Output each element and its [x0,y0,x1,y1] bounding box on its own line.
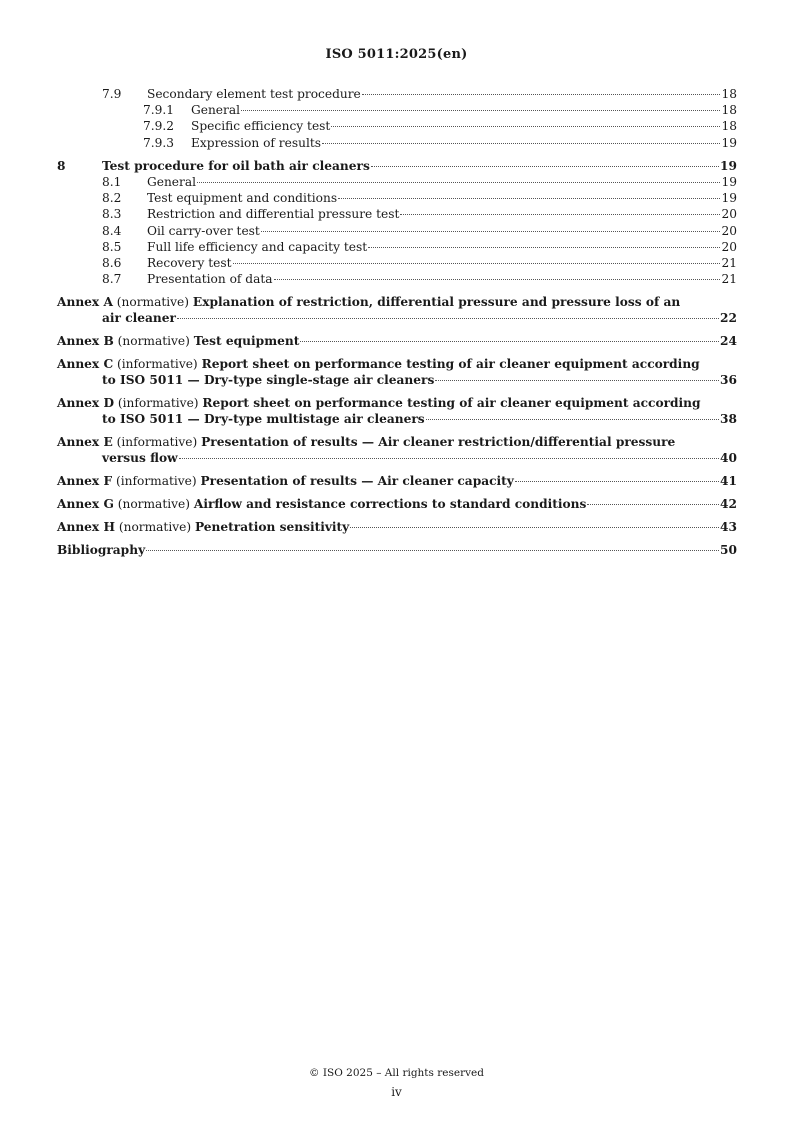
toc-page: 43 [720,520,737,535]
toc-entry-7-9-3[interactable] [57,135,737,151]
dot-leader [371,165,719,167]
annex-title: Report sheet on performance testing of air cleaner equipment according [202,396,701,411]
toc-page: 20 [721,207,737,222]
dot-leader [338,197,720,199]
toc-page: 36 [720,373,737,388]
toc-title: Oil carry-over test [147,223,260,238]
toc-page: 19 [721,135,737,150]
dot-leader [331,125,720,127]
toc-entry-8-5[interactable] [57,239,737,255]
dot-leader [261,230,721,232]
toc-title: Bibliography [57,543,146,558]
toc-number: 8.3 [102,207,122,222]
annex-label: Annex D [57,396,115,411]
page-number: iv [391,1085,402,1099]
toc-entry-annex-g[interactable] [57,496,737,512]
toc-page: 22 [720,311,737,326]
annex-label: Annex E [57,435,113,450]
document-header: ISO 5011:2025(en) [325,47,468,62]
toc-entry-8-7[interactable] [57,271,737,287]
toc-entry-annex-a[interactable] [57,294,737,326]
annex-title: Report sheet on performance testing of air cleaner equipment according [201,357,700,372]
toc-page: 18 [721,103,737,118]
toc-number: 8.4 [102,223,122,238]
annex-label: Annex A [57,295,113,310]
toc-number: 7.9.2 [143,119,175,134]
dot-leader [587,503,719,505]
annex-title-continued: to ISO 5011 — Dry-type multistage air cleaners [102,412,425,427]
dot-leader [179,457,719,459]
toc-number: 7.9.1 [143,103,175,118]
toc-entry-annex-c[interactable] [57,356,737,388]
dot-leader [350,526,719,528]
annex-label: Annex F [57,474,113,489]
toc-page: 41 [720,474,737,489]
annex-label: Annex B [57,334,114,349]
toc-entry-8-2[interactable] [57,190,737,206]
toc-entry-7-9-1[interactable] [57,102,737,118]
toc-title: Test procedure for oil bath air cleaners [102,158,370,173]
toc-number: 7.9 [102,87,122,101]
toc-title: Recovery test [147,256,232,271]
toc-entry-8[interactable] [57,158,737,174]
dot-leader [362,93,721,95]
annex-type: (normative) [117,334,190,349]
annex-title: Presentation of results — Air cleaner capacity [200,474,514,489]
toc-number: 7.9.3 [143,135,175,150]
toc-number: 8 [57,158,66,173]
toc-title: Test equipment and conditions [147,191,338,206]
annex-type: (informative) [117,357,198,372]
toc-entry-annex-h[interactable] [57,519,737,535]
dot-leader [300,340,719,342]
dot-leader [197,181,720,183]
toc-entry-bibliography[interactable] [57,542,737,558]
annex-title: Explanation of restriction, differential pressure and pressure loss of an [192,295,681,310]
toc-number: 8.1 [102,175,122,190]
toc-page: 50 [720,543,737,558]
toc-page: 42 [720,497,737,512]
annex-type: (normative) [118,520,192,535]
annex-type: (normative) [117,497,190,512]
toc-entry-annex-f[interactable] [57,473,737,489]
toc-page: 21 [721,272,737,287]
copyright-notice: © ISO 2025 – All rights reserved [309,1067,484,1079]
toc-page: 40 [720,451,737,466]
dot-leader [177,317,719,319]
toc-page: 24 [720,334,737,349]
toc-page: 38 [720,412,737,427]
annex-title: Presentation of results — Air cleaner restriction/differential pressure [201,435,676,450]
annex-title: Penetration sensitivity [194,520,350,535]
toc-page: 18 [721,87,737,101]
toc-entry-annex-d[interactable] [57,395,737,427]
toc-page: 20 [721,223,737,238]
annex-type: (informative) [117,396,199,411]
annex-title-continued: versus flow [102,451,178,466]
toc-number: 8.2 [102,191,122,206]
dot-leader [515,480,719,482]
toc-page: 18 [721,119,737,134]
dot-leader [368,246,720,248]
annex-title-continued: air cleaner [102,311,176,326]
toc-page: 20 [721,239,737,254]
dot-leader [146,549,719,551]
dot-leader [400,213,720,215]
toc-title: Full life efficiency and capacity test [147,239,368,254]
annex-label: Annex H [57,520,115,535]
annex-type: (normative) [116,295,190,310]
toc-number: 8.7 [102,272,122,287]
annex-type: (informative) [115,474,197,489]
toc-title: General [191,103,240,118]
toc-page: 19 [721,175,737,190]
annex-label: Annex C [57,357,114,372]
dot-leader [274,278,721,280]
dot-leader [435,379,719,381]
toc-title: Secondary element test procedure [147,87,361,101]
toc-number: 8.6 [102,256,122,271]
toc-entry-annex-b[interactable] [57,333,737,349]
toc-title: Specific efficiency test [191,119,331,134]
annex-title: Airflow and resistance corrections to standard conditions [193,497,587,512]
toc-entry-annex-e[interactable] [57,434,737,466]
dot-leader [241,109,720,111]
annex-title: Test equipment [193,334,300,349]
toc-entry-8-6[interactable] [57,255,737,271]
table-of-contents [57,86,737,559]
toc-title: Presentation of data [147,272,273,287]
toc-page: 19 [720,158,737,173]
toc-entry-7-9[interactable] [57,86,737,102]
toc-entry-8-1[interactable] [57,174,737,190]
toc-page: 19 [721,191,737,206]
annex-type: (informative) [116,435,198,450]
toc-entry-8-3[interactable] [57,206,737,222]
dot-leader [322,142,720,144]
annex-title-continued: to ISO 5011 — Dry-type single-stage air cleaners [102,373,435,388]
toc-title: General [147,175,196,190]
toc-entry-8-4[interactable] [57,223,737,239]
toc-title: Expression of results [191,135,321,150]
toc-title: Restriction and differential pressure test [147,207,400,222]
dot-leader [233,262,721,264]
dot-leader [426,418,719,420]
annex-label: Annex G [57,497,114,512]
toc-page: 21 [721,256,737,271]
toc-entry-7-9-2[interactable] [57,118,737,134]
toc-number: 8.5 [102,239,122,254]
